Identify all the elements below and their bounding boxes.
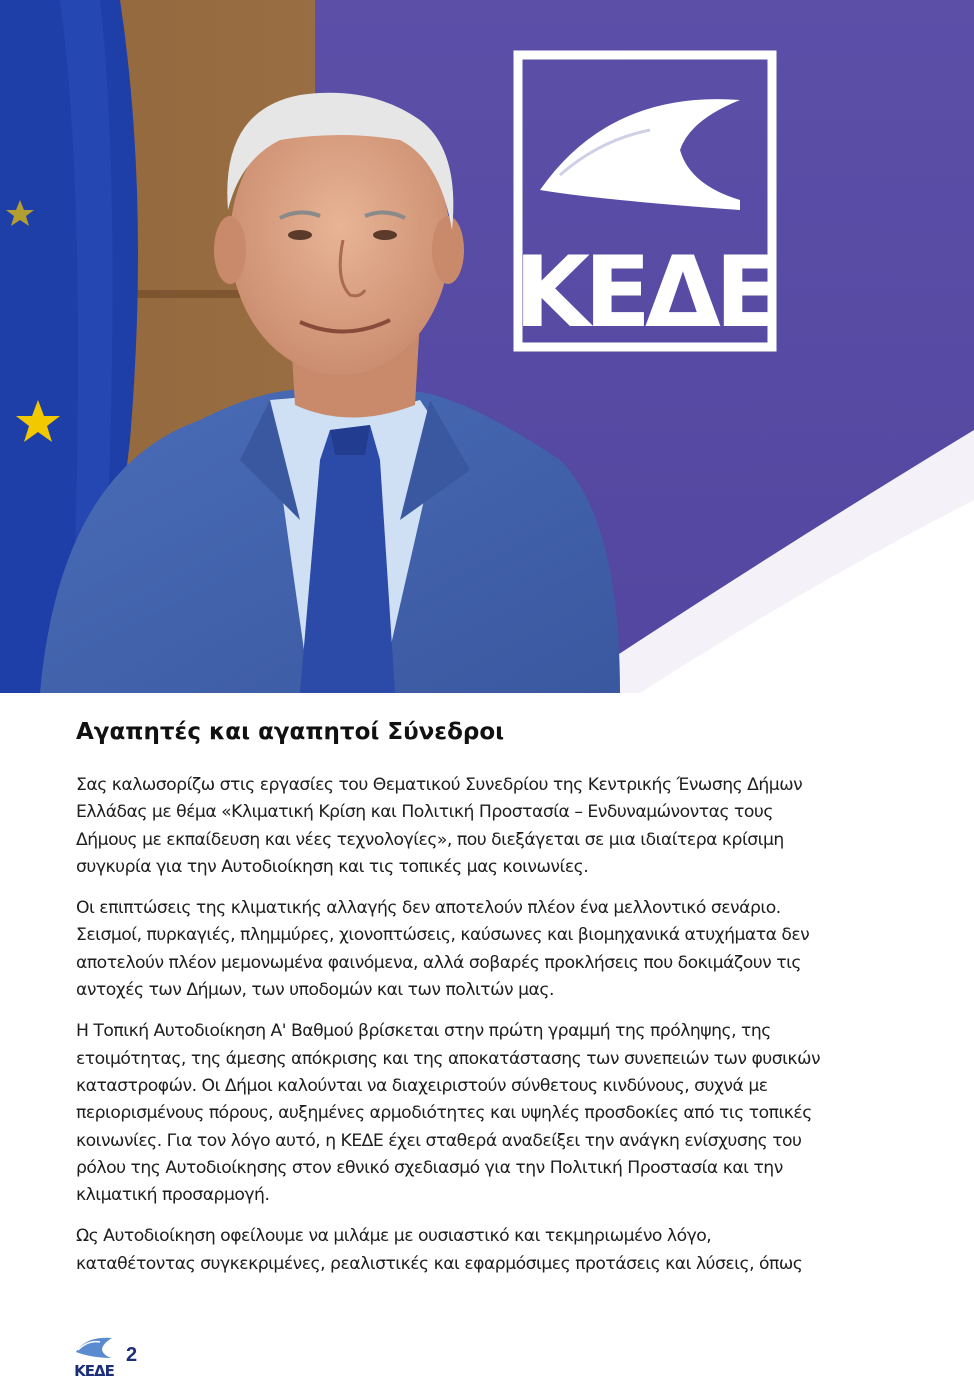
paragraph [76,895,916,1004]
paragraph-line: καταστροφών. Οι Δήμοι καλούνται να διαχειριστούν σύνθετους κινδύνους, συχνά με [76,1075,768,1096]
footer-logo-text: ΚΕΔΕ [74,1362,114,1378]
portrait-illustration [0,0,974,693]
paragraph-line: Ως Αυτοδιοίκηση οφείλουμε να μιλάμε με ουσιαστικό και τεκμηριωμένο λόγο, [76,1226,712,1247]
paragraph-line: ρόλου της Αυτοδιοίκησης στον εθνικό σχεδιασμό για την Πολιτική Προστασία και την [76,1157,783,1178]
paragraph-line: περιορισμένους πόρους, αυξημένες αρμοδιότητες και υψηλές προσδοκίες από τις τοπικές [76,1103,812,1124]
portrait-photo [0,0,974,693]
paragraph-line: Σας καλωσορίζω στις εργασίες του Θεματικού Συνεδρίου της Κεντρικής Ένωσης Δήμων [76,775,803,795]
paragraph-line: ετοιμότητας, της άμεσης απόκρισης και της αποκατάστασης των συνεπειών των φυσικών [76,1048,821,1069]
svg-text:ΚΕΔΕ: ΚΕΔΕ [514,236,776,350]
paragraphs [76,772,916,1278]
letter-heading: Αγαπητές και αγαπητοί Σύνεδροι [76,719,505,745]
paragraph-line: κοινωνίες. Για τον λόγο αυτό, η ΚΕΔΕ έχει σταθερά αναδείξει την ανάγκη ενίσχυσης του [76,1130,802,1151]
paragraph-line: καταθέτοντας συγκεκριμένες, ρεαλιστικές και εφαρμόσιμες προτάσεις και λύσεις, όπως [76,1253,803,1274]
paragraph-line: αντοχές των Δήμων, των υποδομών και των πολιτών μας. [76,980,554,1001]
paragraph-line: Η Τοπική Αυτοδιοίκηση Α' Βαθμού βρίσκεται στην πρώτη γραμμή της πρόληψης, της [76,1021,771,1042]
paragraph-line: συγκυρία για την Αυτοδιοίκηση και τις τοπικές μας κοινωνίες. [76,856,589,877]
page-footer [72,1332,137,1378]
paragraph [76,772,916,881]
kede-logo-icon [72,1332,116,1378]
paragraph-line: Ελλάδας με θέμα «Κλιματική Κρίση και Πολιτική Προστασία – Ενδυναμώνοντας τους [76,802,773,823]
paragraph [76,1018,916,1209]
paragraph-line: Οι επιπτώσεις της κλιματικής αλλαγής δεν αποτελούν πλέον ένα μελλοντικό σενάριο. [76,898,781,919]
page-number: 2 [126,1343,138,1366]
paragraph-line: αποτελούν πλέον μεμονωμένα φαινόμενα, αλλά σοβαρές προκλήσεις που δοκιμάζουν τις [76,952,801,973]
paragraph [76,1223,916,1278]
paragraph-line: Δήμους με εκπαίδευση και νέες τεχνολογίες», που διεξάγεται σε μια ιδιαίτερα κρίσιμη [76,829,784,850]
paragraph-line: Σεισμοί, πυρκαγιές, πλημμύρες, χιονοπτώσεις, καύσωνες και βιομηχανικά ατυχήματα δεν [76,925,810,946]
paragraph-line: κλιματική προσαρμογή. [76,1185,270,1206]
letter-body [76,714,916,1292]
